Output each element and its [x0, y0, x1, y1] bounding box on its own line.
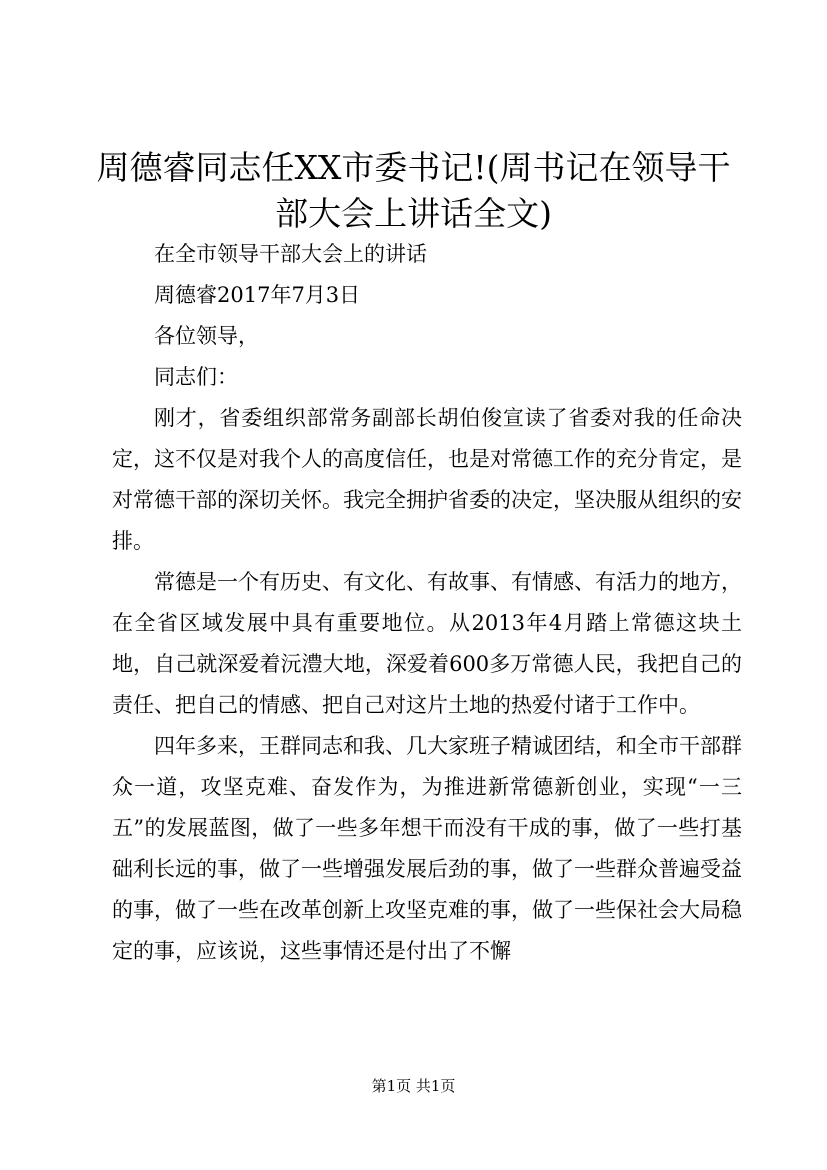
salutation-comrades: 同志们：: [154, 365, 238, 389]
salutation-leaders: 各位领导，: [154, 324, 259, 348]
page-footer: 第1页 共1页: [371, 1077, 456, 1095]
speaker-date-line: 周德睿2017年7月3日: [154, 283, 361, 307]
speech-heading: 在全市领导干部大会上的讲话: [154, 242, 427, 266]
document-body: [112, 234, 742, 972]
body-paragraph: 常德是一个有历史、有文化、有故事、有情感、有活力的地方，在全省区域发展中具有重要地位。从2013年4月踏上常德这块土地，自己就深爱着沅澧大地，深爱着600多万常德人民，我把自己的责任、把自己的情感、把自己对这片土地的热爱付诸于工作中。: [112, 570, 742, 717]
body-paragraph: 四年多来，王群同志和我、几大家班子精诚团结，和全市干部群众一道，攻坚克难、奋发作为，为推进新常德新创业，实现“一三五”的发展蓝图，做了一些多年想干而没有干成的事，做了一些打基础利长远的事，做了一些增强发展后劲的事，做了一些群众普遍受益的事，做了一些在改革创新上攻坚克难的事，做了一些保社会大局稳定的事，应该说，这些事情还是付出了不懈: [112, 734, 742, 963]
document-title: 周德睿同志任XX市委书记!(周书记在领导干部大会上讲话全文): [96, 148, 731, 233]
body-paragraph: 刚才，省委组织部常务副部长胡伯俊宣读了省委对我的任命决定，这不仅是对我个人的高度信任，也是对常德工作的充分肯定，是对常德干部的深切关怀。我完全拥护省委的决定，坚决服从组织的安排。: [112, 406, 742, 553]
